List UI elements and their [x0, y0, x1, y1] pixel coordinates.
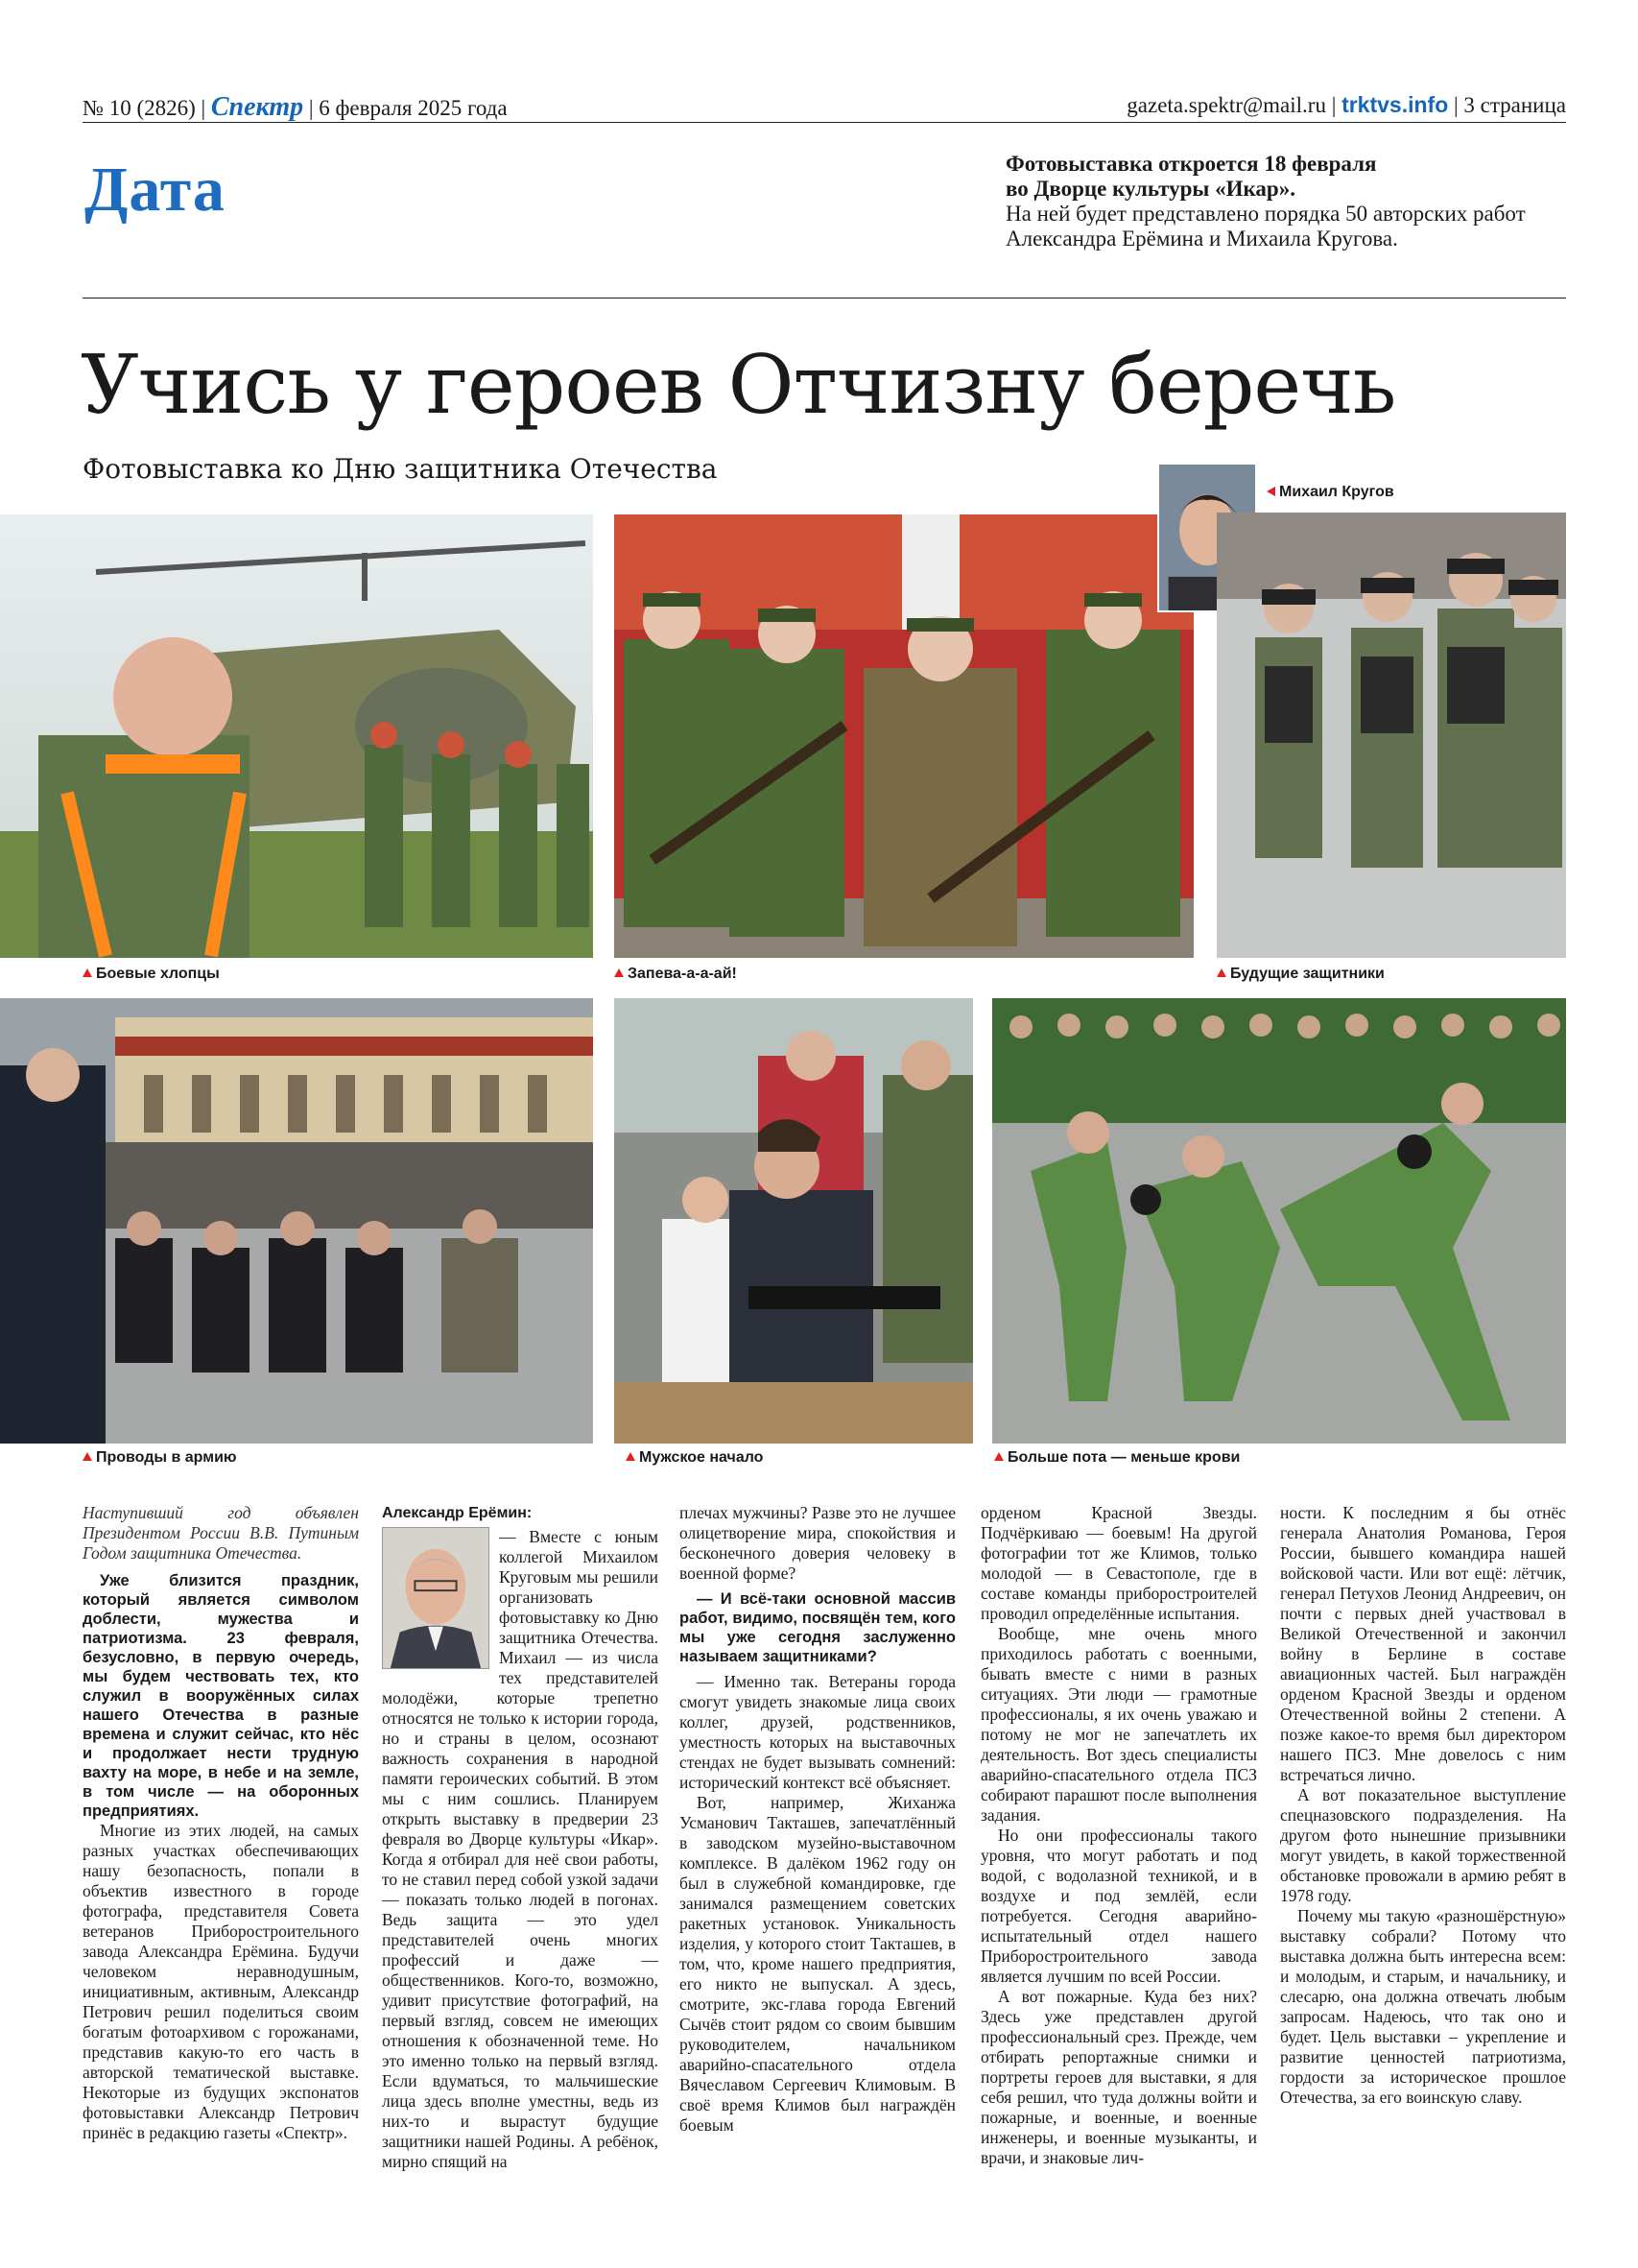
article-paragraph: Но они профессионалы такого уровня, что могут работать и под водой, с водолазной техникой, и в воздухе и под землёй, если потребуется. Сегодня аварийно-испытательный отдел нашего Приборостроительного завода является лучшим по всей России. — [981, 1826, 1257, 1986]
separator: | — [1331, 93, 1337, 117]
headline: Учись у героев Отчизну беречь — [81, 338, 1396, 432]
interview-question: — И всё-таки основной массив работ, видимо, посвящён тем, кого мы уже сегодня заслуженно называем защитниками? — [679, 1590, 956, 1665]
caption-photo2 — [614, 966, 737, 983]
interview-byline: Александр Ерёмин: — [382, 1505, 533, 1521]
caption-photo3 — [1217, 966, 1385, 983]
caption-marker-icon — [614, 968, 624, 977]
photo-zapevai — [614, 514, 1194, 958]
issue-date: 6 февраля 2025 года — [319, 96, 508, 120]
photo-provody-v-armiyu — [0, 998, 593, 1444]
masthead-bar — [83, 92, 1566, 123]
site-link[interactable]: trktvs.info — [1341, 92, 1449, 117]
announce-line2: во Дворце культуры «Икар». — [1006, 177, 1295, 201]
caption-photo5 — [626, 1449, 763, 1467]
announce-line1: Фотовыставка откроется 18 февраля — [1006, 152, 1377, 176]
article-lead: Наступивший год объявлен Президентом России В.В. Путиным Годом защитника Отечества. — [83, 1503, 359, 1563]
brand-logo: Спектр — [210, 92, 304, 122]
caption-marker-icon — [994, 1452, 1004, 1461]
article-paragraph: ности. К последним я бы отнёс генерала Анатолия Романова, Героя России, бывшего командира нашей войсковой части. Или вот ещё: лётчик, генерал Петухов Леонид Андреевич, он почти с первых дней участвовал в Великой Отечественной и закончил войну в Берлине в составе авиационных частей. Был награждён орденом Красной Звезды и орденом Отечественной войны 2 степени. А позже какое-то время был директором нашего ПСЗ. Мне довелось с ним встречаться лично. — [1280, 1503, 1566, 1784]
portrait-aleksandr-eremin — [382, 1527, 489, 1669]
caption-text: Запева-а-а-ай! — [628, 966, 737, 982]
masthead-right — [1127, 92, 1566, 118]
article-paragraph: — Именно так. Ветераны города смогут увидеть знакомые лица своих коллег, друзей, родственников, уместность которых на выставочных стендах не будет вызывать сомнений: исторический контекст всё объясняет. — [679, 1672, 956, 1792]
photo-budushchie-zashchitniki — [1217, 513, 1566, 958]
article-column-1 — [83, 1503, 359, 2143]
caption-marker-icon — [1267, 487, 1275, 496]
caption-marker-icon — [83, 968, 92, 977]
announcement — [1006, 152, 1572, 251]
caption-text: Будущие защитники — [1230, 966, 1385, 982]
article-column-4 — [981, 1503, 1257, 2168]
email-link[interactable]: gazeta.spektr@mail.ru — [1127, 93, 1326, 117]
photo-bolshe-pota — [992, 998, 1566, 1444]
article-paragraph: Почему мы такую «разношёрстную» выставку собрали? Потому что выставка должна быть интересна всем: и молодым, и старым, и начальнику, и слесарю, она должна отвечать любым запросам. Надеюсь, что так оно и будет. Цель выставки – укрепление и развитие ценностей патриотизма, гордости за историческое прошлое Отечества, за его воинскую славу. — [1280, 1906, 1566, 2107]
article-column-5 — [1280, 1503, 1566, 2108]
article-paragraph: — Вместе с юным коллегой Михаилом Круговым мы решили организовать фотовыставку ко Дню защитника Отечества. Михаил — из числа тех представителей молодёжи, которые трепетно относятся не только к истории города, но и страны в целом, осознают важность сохранения в народной памяти героических событий. В этом мы с ним сошлись. Планируем открыть выставку в предверии 23 февраля во Дворце культуры «Икар». Когда я отбирал для неё свои работы, то не ставил перед собой узкой задачи — показать только людей в погонах. Ведь защита — это удел представителей очень многих профессий и даже — общественников. Кого-то, возможно, удивит присутствие фотографий, на первый взгляд, совсем не имеющих отношения к обозначенной теме. Но это именно только на первый взгляд. Если вдуматься, то мальчишеские лица здесь вполне уместны, ведь из них-то и вырастут будущие защитники нашей Родины. А ребёнок, мирно спящий на — [382, 1527, 658, 2171]
masthead-left — [83, 92, 508, 123]
article-paragraph: плечах мужчины? Разве это не лучшее олицетворение мира, спокойствия и бесконечного доверия человеку в военной форме? — [679, 1503, 956, 1583]
caption-text: Мужское начало — [639, 1449, 764, 1466]
caption-photo1 — [83, 966, 220, 983]
caption-text: Больше пота — меньше крови — [1008, 1449, 1241, 1466]
issue-number: № 10 (2826) — [83, 96, 196, 120]
caption-text: Проводы в армию — [96, 1449, 237, 1466]
caption-photo4 — [83, 1449, 237, 1467]
announce-line3: На ней будет представлено порядка 50 авторских работ — [1006, 202, 1526, 226]
page-number: 3 страница — [1463, 93, 1566, 117]
photo-muzhskoe-nachalo — [614, 998, 973, 1444]
article-paragraph: Многие из этих людей, на самых разных участках обеспечивающих нашу безопасность, попали в объектив известного в городе фотографа, представителя Совета ветеранов Приборостроительного завода Александра Ерёмина. Будучи человеком неравнодушным, инициативным, активным, Александр Петрович решил поделиться своим богатым фотоархивом с горожанами, представив какую-то его часть в авторской тематической выставке. Некоторые из будущих экспонатов фотовыставки Александр Петрович принёс в редакцию газеты «Спектр». — [83, 1821, 359, 2142]
subheadline: Фотовыставка ко Дню защитника Отечества — [83, 453, 718, 485]
article-column-2 — [382, 1503, 658, 2172]
caption-text: Михаил Кругов — [1279, 484, 1394, 500]
article-paragraph: А вот показательное выступление спецназовского подразделения. На другом фото нынешние призывники могут увидеть, в какой торжественной обстановке провожали в армию ребят в 1978 году. — [1280, 1785, 1566, 1905]
article-paragraph: орденом Красной Звезды. Подчёркиваю — боевым! На другой фотографии тот же Климов, только молодой — в Севастополе, где в составе команды приборостроителей проводил определённые испытания. — [981, 1503, 1257, 1623]
separator: | — [1454, 93, 1459, 117]
article-paragraph: Вообще, мне очень много приходилось работать с военными, бывать вместе с ними в разных ситуациях. Эти люди — грамотные профессионалы, я их очень уважаю и потому не мог не запечатлеть их деятельность. Вот здесь специалисты аварийно-спасательного отдела ПСЗ собирают парашют после выполнения задания. — [981, 1624, 1257, 1825]
caption-marker-icon — [626, 1452, 635, 1461]
caption-photo6 — [994, 1449, 1240, 1467]
caption-krugov — [1267, 484, 1394, 501]
rubric-title: Дата — [84, 155, 226, 225]
photo-boevye-hloptsy — [0, 514, 593, 958]
separator: | — [308, 96, 314, 120]
caption-text: Боевые хлопцы — [96, 966, 220, 982]
article-bold-intro: Уже близится праздник, который является символом доблести, мужества и патриотизма. 23 февраля, безусловно, в первую очередь, мы будем чествовать тех, кто служил в вооружённых силах нашего Отечества в разные времена и служит сейчас, кто нёс и продолжает нести трудную вахту на море, в небе и на земле, в том числе — на оборонных предприятиях. — [83, 1572, 359, 1820]
separator: | — [201, 96, 206, 120]
announce-line4: Александра Ерёмина и Михаила Кругова. — [1006, 227, 1398, 251]
caption-marker-icon — [1217, 968, 1226, 977]
article-paragraph: Вот, например, Жиханжа Усманович Такташев, запечатлённый в заводском музейно-выставочном комплексе. В далёком 1962 году он был в служебной командировке, где занимался размещением советских ракетных установок. Уникальность изделия, у которого стоит Такташев, в том, что, кроме нашего предприятия, его никто не выпускал. А здесь, смотрите, экс-глава города Евгений Сычёв стоит рядом со своим бывшим руководителем, начальником аварийно-спасательного отдела Вячеславом Сергеевич Климовым. В своё время Климов был награждён боевым — [679, 1793, 956, 2135]
article-paragraph: А вот пожарные. Куда без них? Здесь уже представлен другой профессиональный срез. Прежде, чем отбирать репортажные снимки и портреты героев для выставки, я для себя решил, что туда должны войти и пожарные, и военные, и военные инженеры, и военные музыканты, и врачи, и знаковые лич- — [981, 1987, 1257, 2167]
article-column-3 — [679, 1503, 956, 2136]
caption-marker-icon — [83, 1452, 92, 1461]
